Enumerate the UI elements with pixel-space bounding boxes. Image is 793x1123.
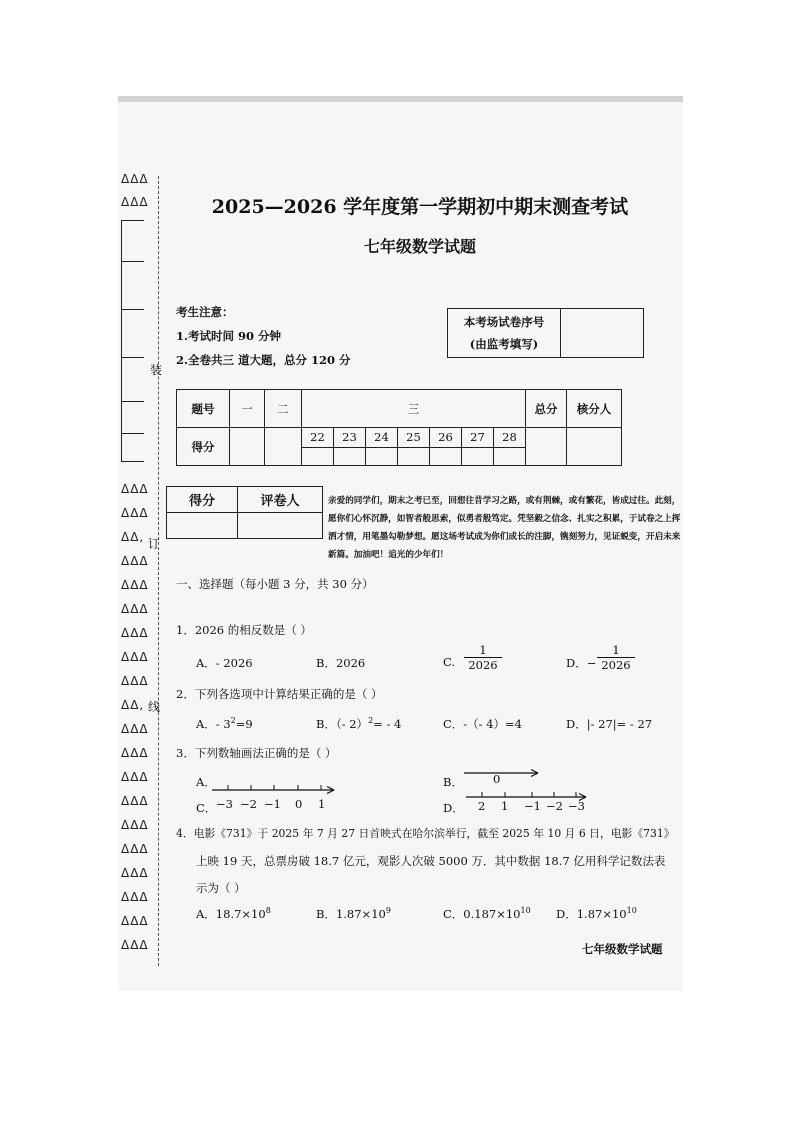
score-cell-22[interactable]: 22 bbox=[302, 428, 334, 466]
q3-d-tick: −3 bbox=[568, 799, 585, 813]
encouragement-message: 亲爱的同学们，期末之考已至，回想往昔学习之路，或有荆棘，或有繁花，皆成过往。此刻，愿你们心怀沉静，如智者般思索，似勇者般笃定。凭坚毅之信念、扎实之积累，于试卷之上挥洒才情，用笔墨勾勒梦想。愿这场考试成为你们成长的注脚，镌刻努力，见证蜕变，开启未来新篇。加油吧！追光的少年们！ bbox=[328, 496, 681, 560]
q3-d-tick: 1 bbox=[501, 799, 509, 813]
header-section-2: 二 bbox=[265, 390, 302, 428]
binding-triangles: ΔΔ, bbox=[121, 698, 145, 712]
binding-char-xian: 线 bbox=[148, 700, 161, 714]
score-table bbox=[176, 389, 622, 466]
header-question-number: 题号 bbox=[177, 390, 230, 428]
score-cell-1[interactable] bbox=[230, 428, 265, 466]
score-cell-27[interactable]: 27 bbox=[462, 428, 494, 466]
binding-triangles: ΔΔΔ bbox=[121, 506, 149, 520]
q4-stem-line-1: 4．电影《731》于 2025 年 7 月 27 日首映式在哈尔滨举行，截至 2025 年 10 月 6 日，电影《731》 bbox=[176, 827, 675, 840]
grader-score-label: 得分 bbox=[167, 487, 238, 513]
q3-option-a: A． bbox=[196, 775, 216, 789]
binding-triangles: ΔΔΔ bbox=[121, 914, 149, 928]
q2-option-d: D．|- 27|= - 27 bbox=[566, 717, 653, 731]
notice-heading: 考生注意： bbox=[176, 305, 234, 319]
page-footer: 七年级数学试题 bbox=[582, 942, 663, 956]
q1-option-c-fraction: $\frac{1}{2026}$ bbox=[464, 643, 502, 672]
exam-title: 2025—2026 学年度第一学期初中期末测查考试 bbox=[211, 196, 629, 218]
q3-b-number-line bbox=[462, 767, 542, 779]
score-cell-23[interactable]: 23 bbox=[334, 428, 366, 466]
q3-c-tick: 0 bbox=[295, 797, 303, 811]
q2-stem: 2．下列各选项中计算结果正确的是（ ） bbox=[176, 687, 383, 701]
binding-triangles: ΔΔΔ bbox=[121, 890, 149, 904]
notice-total: 2.全卷共三 道大题，总分 120 分 bbox=[176, 353, 351, 367]
q3-c-tick: 1 bbox=[318, 797, 326, 811]
q3-c-tick: −1 bbox=[264, 797, 281, 811]
binding-triangles: ΔΔΔ bbox=[121, 482, 149, 496]
q3-option-d: D． bbox=[443, 801, 464, 815]
q1-option-b: B．2026 bbox=[316, 656, 366, 670]
binding-triangles: ΔΔΔ bbox=[121, 674, 149, 688]
q2-option-a: A．- $3^2=9$ bbox=[196, 716, 253, 731]
binding-line bbox=[158, 176, 159, 966]
q4-option-d: D．$1.87\times 10^{10}$ bbox=[556, 906, 637, 921]
q3-option-c: C． bbox=[196, 801, 217, 815]
header-section-1: 一 bbox=[230, 390, 265, 428]
q3-stem: 3．下列数轴画法正确的是（ ） bbox=[176, 746, 337, 760]
q4-stem-line-3: 示为（ ） bbox=[196, 881, 246, 895]
grader-reviewer-field[interactable] bbox=[238, 513, 323, 539]
q4-option-a: A．$18.7\times 10^8$ bbox=[196, 906, 271, 921]
grader-reviewer-label: 评卷人 bbox=[238, 487, 323, 513]
paper-number-field[interactable] bbox=[561, 309, 644, 358]
paper-number-label: 本考场试卷序号 (由监考填写) bbox=[448, 309, 561, 358]
q3-a-number-line bbox=[210, 784, 340, 798]
score-cell-checker[interactable] bbox=[567, 428, 622, 466]
q3-c-tick: −2 bbox=[240, 797, 257, 811]
q2-option-b: B．（- 2）$^2$= - 4 bbox=[316, 716, 402, 731]
binding-triangles: ΔΔΔ bbox=[121, 818, 149, 832]
notice-time: 1.考试时间 90 分钟 bbox=[176, 329, 282, 343]
q2-option-c: C．-（- 4）=4 bbox=[443, 717, 522, 731]
header-total: 总分 bbox=[526, 390, 567, 428]
binding-char-zhuang: 装 bbox=[150, 363, 163, 377]
q4-option-b: B．$1.87\times 10^9$ bbox=[316, 906, 391, 921]
grader-score-field[interactable] bbox=[167, 513, 238, 539]
q1-option-d-fraction: $\frac{1}{2026}$ bbox=[597, 643, 635, 672]
score-cell-24[interactable]: 24 bbox=[366, 428, 398, 466]
q3-b-zero-label: 0 bbox=[493, 772, 501, 786]
score-cell-2[interactable] bbox=[265, 428, 302, 466]
q3-d-tick: 2 bbox=[478, 799, 486, 813]
binding-triangles: ΔΔ, bbox=[121, 530, 145, 544]
q3-d-tick: −2 bbox=[546, 799, 563, 813]
binding-triangles: ΔΔΔ bbox=[121, 842, 149, 856]
binding-triangles: ΔΔΔ bbox=[121, 602, 149, 616]
row-score-label: 得分 bbox=[177, 428, 230, 466]
binding-triangles: ΔΔΔ bbox=[121, 650, 149, 664]
binding-triangles: ΔΔΔ bbox=[121, 938, 149, 952]
q1-option-c-label: C. bbox=[443, 655, 456, 669]
binding-triangles: ΔΔΔ bbox=[121, 866, 149, 880]
binding-triangles: ΔΔΔ bbox=[121, 626, 149, 640]
q3-c-tick: −3 bbox=[216, 797, 233, 811]
score-cell-28[interactable]: 28 bbox=[494, 428, 526, 466]
binding-triangles: ΔΔΔ bbox=[121, 578, 149, 592]
section-1-heading: 一、选择题（每小题 3 分，共 30 分） bbox=[176, 577, 374, 591]
student-info-box bbox=[121, 220, 144, 462]
q1-stem: 1．2026 的相反数是（ ） bbox=[176, 623, 312, 637]
q1-option-a: A．- 2026 bbox=[196, 656, 253, 670]
paper-number-box bbox=[447, 308, 644, 358]
binding-triangles: ΔΔΔ bbox=[121, 554, 149, 568]
score-cell-total[interactable] bbox=[526, 428, 567, 466]
exam-subtitle: 七年级数学试题 bbox=[363, 237, 476, 256]
q4-stem-line-2: 上映 19 天，总票房破 18.7 亿元，观影人次破 5000 万．其中数据 18.7 亿用科学记数法表 bbox=[196, 854, 666, 868]
binding-triangles: ΔΔΔ bbox=[121, 172, 149, 186]
binding-triangles: ΔΔΔ bbox=[121, 794, 149, 808]
q3-option-b: B． bbox=[443, 775, 463, 789]
binding-triangles: ΔΔΔ bbox=[121, 770, 149, 784]
q1-option-d-label: D．− bbox=[566, 656, 597, 670]
binding-triangles: ΔΔΔ bbox=[121, 722, 149, 736]
header-section-3: 三 bbox=[302, 390, 526, 428]
grader-box bbox=[166, 486, 323, 539]
score-cell-26[interactable]: 26 bbox=[430, 428, 462, 466]
binding-triangles: ΔΔΔ bbox=[121, 195, 149, 209]
header-checker: 核分人 bbox=[567, 390, 622, 428]
binding-char-ding: 订 bbox=[148, 537, 161, 551]
q3-d-tick: −1 bbox=[524, 799, 541, 813]
q4-option-c: C．$0.187\times 10^{10}$ bbox=[443, 906, 531, 921]
scan-top-edge bbox=[118, 96, 683, 102]
binding-triangles: ΔΔΔ bbox=[121, 746, 149, 760]
score-cell-25[interactable]: 25 bbox=[398, 428, 430, 466]
